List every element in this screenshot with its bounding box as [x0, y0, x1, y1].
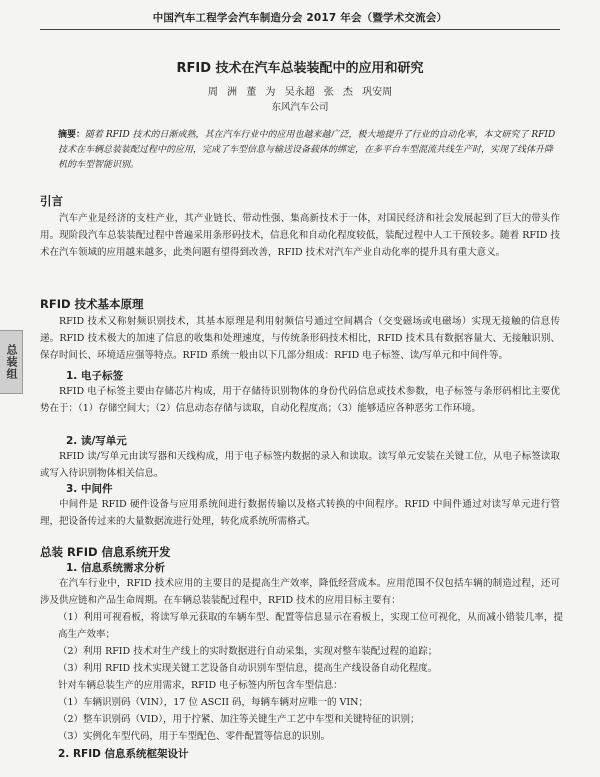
intro-paragraph: 汽车产业是经济的支柱产业，其产业链长、带动性强、集高新技术于一体，对国民经济和社会发展起到了巨大的带头作用。现阶段汽车总装装配过程中普遍采用条形码技术，信息化和自动化程度较低，装配过程中人工干预较多。随着 RFID 技术在汽车领域的应用越来越多，此类问题有望得到改善，RFID 技术对汽车产业自动化率的提升具有重大意义。: [40, 213, 560, 258]
goal-item: （2）利用 RFID 技术对生产线上的实时数据进行自动采集，实现对整车装配过程的追踪；: [58, 646, 438, 657]
paper-title: RFID 技术在汽车总装装配中的应用和研究: [176, 61, 424, 76]
abstract: [58, 128, 558, 173]
goal-item: （1）利用可视看板，将读写单元获取的车辆车型、配置等信息显示在看板上，实现工位可视化，从而减小错装几率，提高生产效率；: [58, 612, 563, 640]
section-heading-intro: 引言: [40, 194, 63, 208]
goal-item: （3）利用 RFID 技术实现关键工艺设备自动识别车型信息，提高生产线设备自动化程度。: [58, 663, 438, 674]
subheading-tag: 1. 电子标签: [66, 370, 123, 382]
subheading-needs: 1. 信息系统需求分析: [66, 562, 165, 574]
subheading-reader: 2. 读/写单元: [66, 435, 127, 447]
side-tab-label: 总装组: [0, 330, 23, 394]
need-item: （3）实例化车型代码，用于车型配色、零件配置等信息的识别。: [58, 731, 331, 742]
middleware-paragraph: 中间件是 RFID 硬件设备与应用系统间进行数据传输以及格式转换的中间程序。RFID 中间件通过对读写单元进行管理，把设备传过来的大量数据流进行处理，转化成系统所需格式。: [40, 499, 560, 527]
section-heading-basics: RFID 技术基本原理: [40, 297, 144, 311]
subheading-middleware: 3. 中间件: [66, 483, 113, 495]
tag-paragraph: RFID 电子标签主要由存储芯片构成，用于存储待识别物体的身份代码信息或技术参数，电子标签与条形码相比主要优势在于：（1）存储空间大；（2）信息动态存储与读取，自动化程度高；（3）能够适应各种恶劣工作环境。: [40, 386, 560, 414]
reader-paragraph: RFID 读/写单元由读写器和天线构成，用于电子标签内数据的录入和读取。读写单元安装在关键工位，从电子标签读取或写入待识别物体相关信息。: [40, 451, 560, 479]
conference-header: 中国汽车工程学会汽车制造分会 2017 年会（暨学术交流会）: [152, 12, 448, 24]
abstract-text: 随着 RFID 技术的日渐成熟，其在汽车行业中的应用也越来越广泛，极大地提升了行业的自动化率，本文研究了 RFID 技术在车辆总装装配过程中的应用，完成了车型信息与输送设备载体的绑定，在多平台车型混流共线生产时，实现了线体升降机的车型智能识别。: [58, 130, 556, 170]
needs-paragraph: 在汽车行业中，RFID 技术应用的主要目的是提高生产效率，降低经营成本。应用范围不仅包括车辆的制造过程，还可涉及供应链和产品生命周期。在车辆总装装配过程中，RFID 技术的应用目标主要有：: [40, 578, 560, 606]
section-heading-dev: 总装 RFID 信息系统开发: [40, 545, 171, 559]
abstract-label: 摘要：: [58, 130, 86, 140]
paper-authors: 周 洲 董 为 吴永超 张 杰 巩安周: [207, 87, 393, 98]
basics-paragraph: RFID 技术又称射频识别技术，其基本原理是利用射频信号通过空间耦合（交变磁场或电磁场）实现无接触的信息传递。RFID 技术极大的加速了信息的收集和处理速度，与传统条形码技术相比，RFID 技术具有数据容量大、无接触识别、保存时间长、环境适应强等特点。RFID 系统一般由以下几部分组成：RFID 电子标签、读/写单元和中间件等。: [40, 316, 560, 361]
header-rule: [40, 29, 560, 30]
needs-intro: 针对车辆总装生产的应用需求，RFID 电子标签内所包含车型信息：: [58, 680, 343, 691]
paper-affiliation: 东风汽车公司: [271, 102, 329, 113]
need-item: （2）整车识别码（VID），用于拧紧、加注等关键生产工艺中车型和关键特征的识别；: [58, 714, 420, 725]
subheading-framework: 2. RFID 信息系统框架设计: [58, 748, 189, 760]
need-item: （1）车辆识别码（VIN），17 位 ASCII 码，每辆车辆对应唯一的 VIN；: [58, 697, 368, 708]
